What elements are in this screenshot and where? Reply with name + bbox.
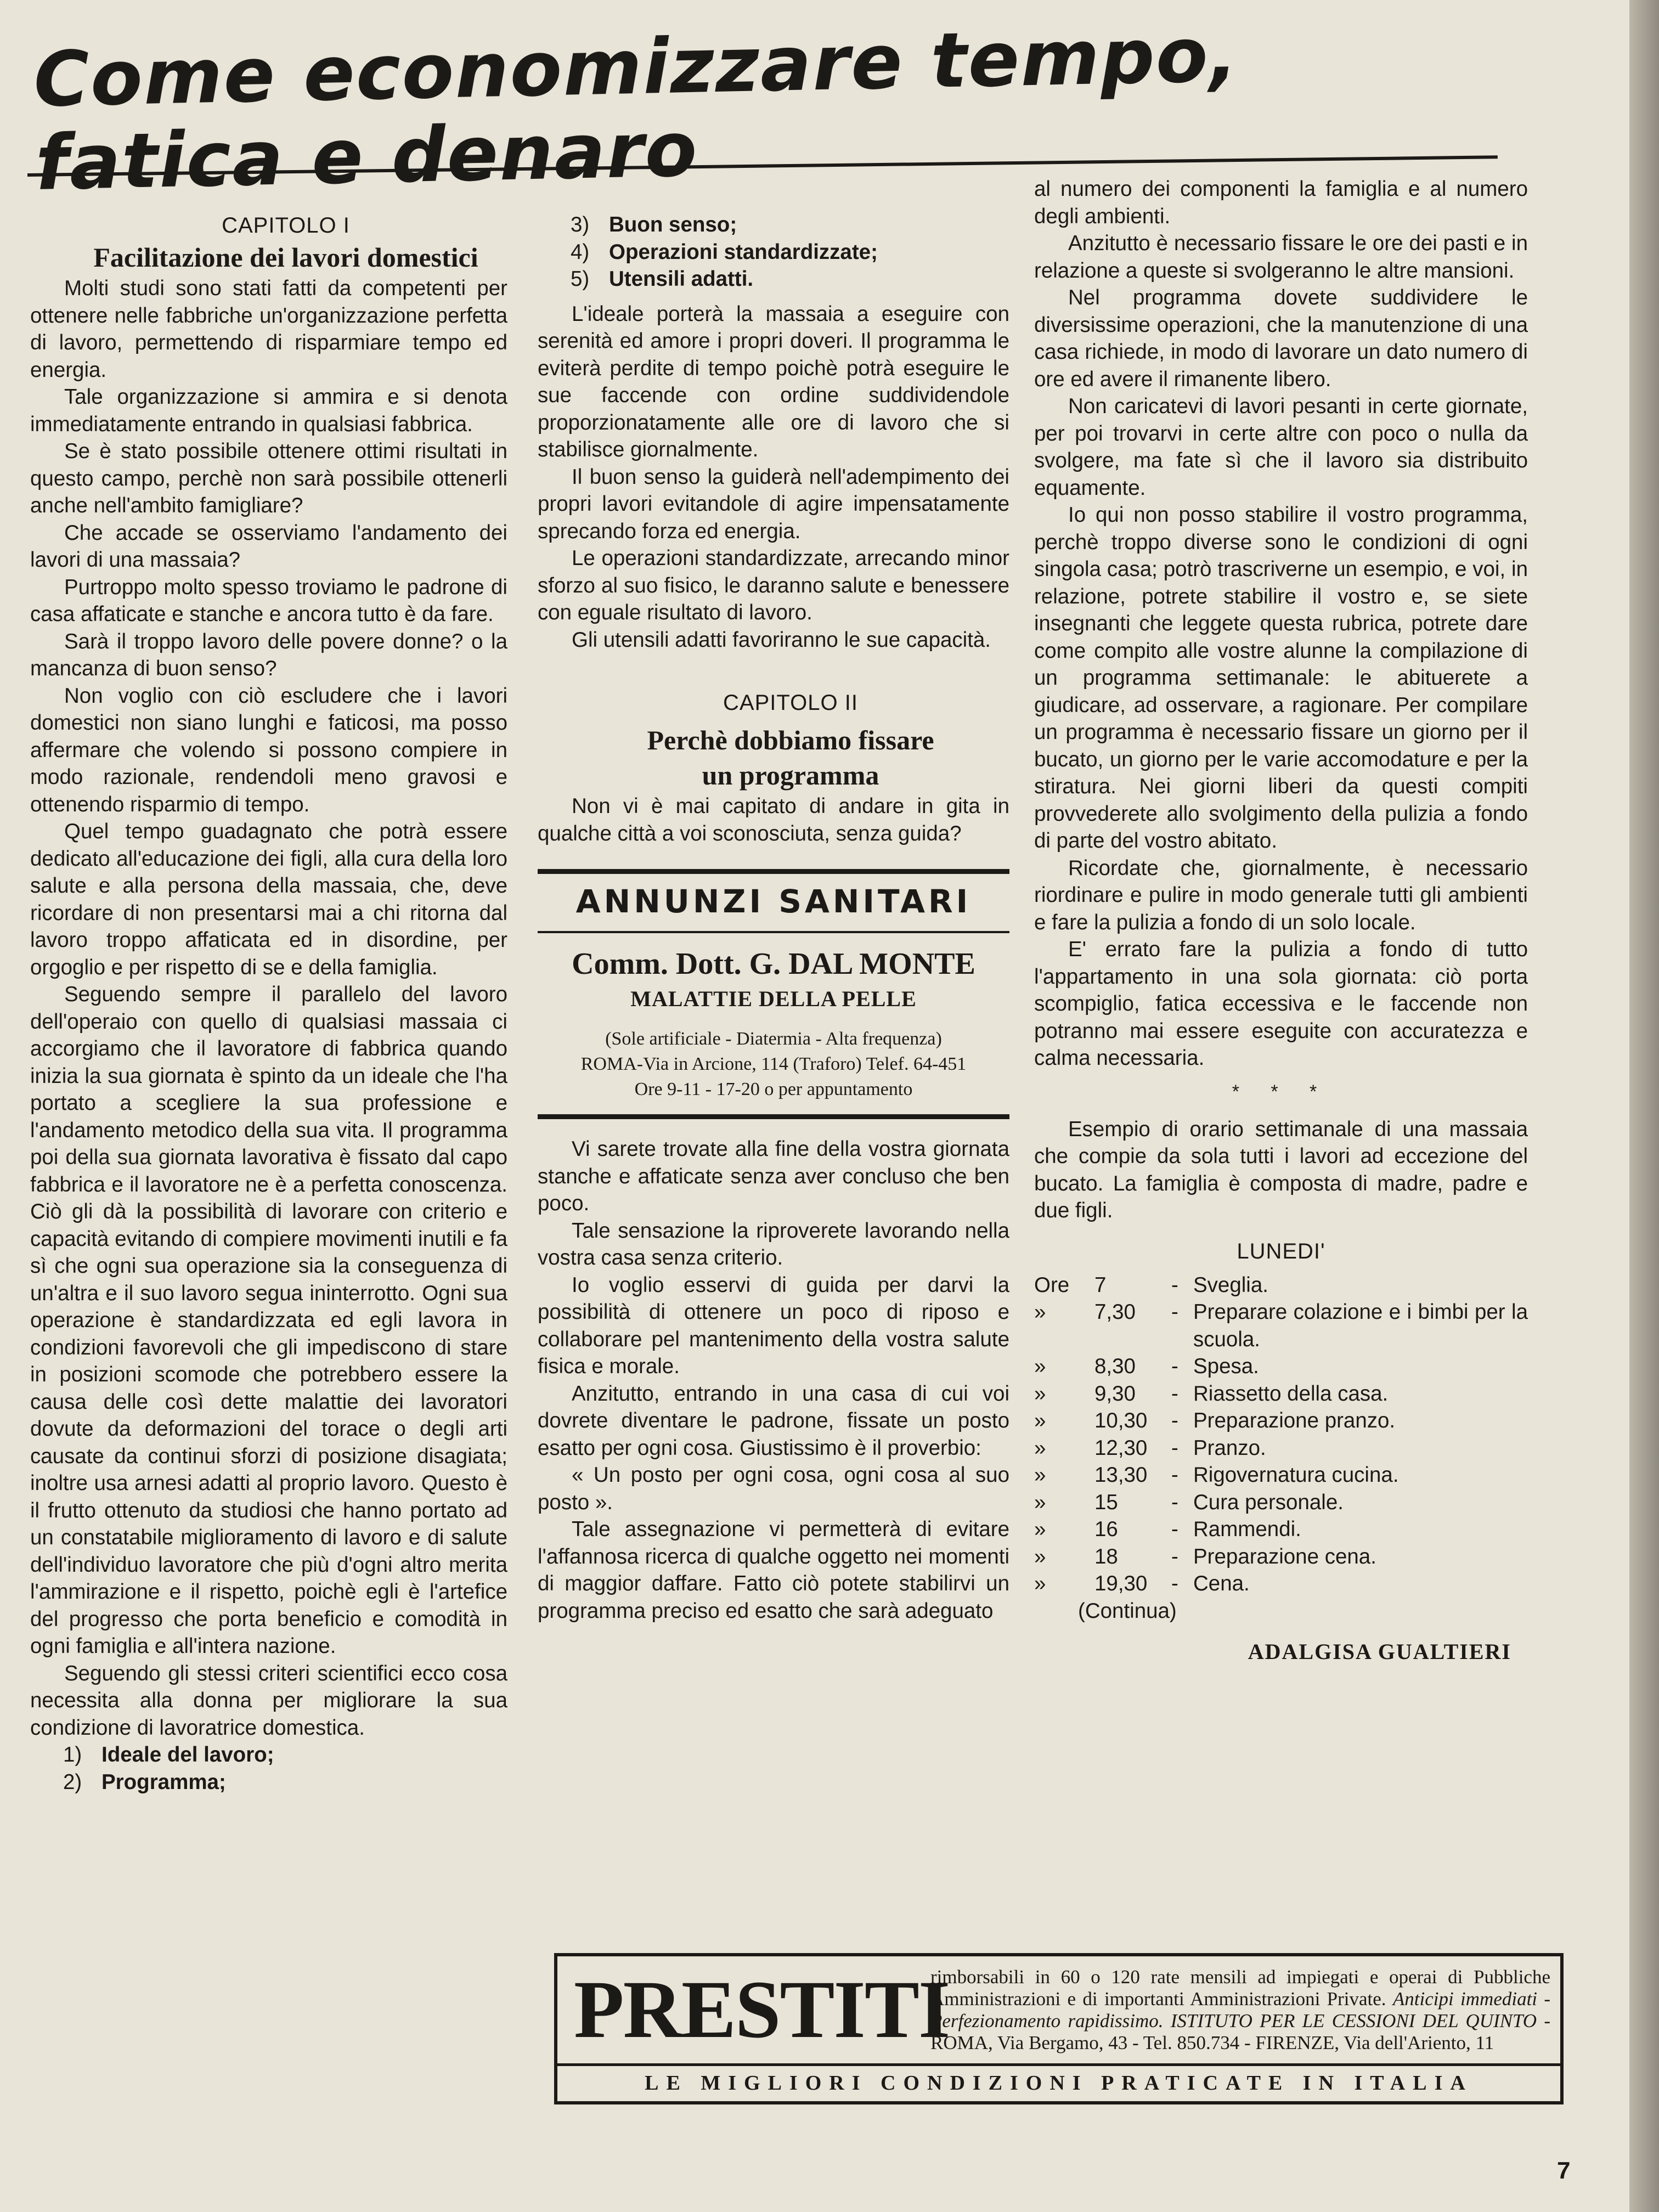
ad-specialty: MALATTIE DELLA PELLE: [630, 986, 917, 1011]
paragraph: Il buon senso la guiderà nell'adempimento dei propri lavori evitandole di agire impensatamente sprecando forza ed energia.: [538, 465, 1009, 543]
schedule-list: [1034, 1272, 1528, 1598]
paragraph: L'ideale porterà la massaia a eseguire con serenità ed amore i propri doveri. Il programma le eviterà perdite di tempo poichè potrà eseguire le sue faccende con ordine suddividendole proporzionatamente alle ore di lavoro che si stabilisce giornalmente.: [538, 302, 1009, 461]
list-number: 3): [571, 213, 590, 236]
continued-note: (Continua): [1078, 1599, 1177, 1623]
paragraph: Sarà il troppo lavoro delle povere donne? o la mancanza di buon senso?: [30, 629, 507, 680]
schedule-dash: -: [1171, 1381, 1178, 1406]
list-number: 2): [63, 1770, 82, 1794]
schedule-row: [1034, 1462, 1528, 1489]
paragraph: Quel tempo guadagnato che potrà essere dedicato all'educazione dei figli, alla cura della loro salute e alla persona della massaia, che, deve ricordare di non presentarsi mai a chi ritorna dal lavoro troppo affaticata ed in disordine, per orgoglio e per rispetto di se e della famiglia.: [30, 820, 507, 979]
list-number: 5): [571, 267, 590, 291]
chapter-title-line-1: Perchè dobbiamo fissare: [647, 725, 934, 755]
schedule-time: 8,30: [1094, 1355, 1136, 1378]
paragraph: Non vi è mai capitato di andare in gita in qualche città a voi sconosciuta, senza guida?: [538, 794, 1009, 845]
schedule-activity: Preparare colazione e i bimbi per la scuola.: [1193, 1300, 1528, 1351]
paragraph: Ricordate che, giornalmente, è necessario riordinare e pulire in modo generale tutti gli ambienti e fare la pulizia a fondo di un solo locale.: [1034, 856, 1528, 934]
schedule-prefix: »: [1034, 1517, 1046, 1541]
list-item: [538, 239, 1009, 266]
paragraph: Anzitutto, entrando in una casa di cui voi dovrete diventare le padrone, fissate un posto esatto per ogni cosa. Giustissimo è il proverbio:: [538, 1381, 1009, 1460]
schedule-time: 18: [1094, 1544, 1118, 1568]
loans-ad-text: [930, 1966, 1550, 2054]
loans-ad-text-2: - ROMA, Via Bergamo, 43 - Tel. 850.734 - FIRENZE, Via dell'Ariento, 11: [930, 2010, 1550, 2053]
chapter-title-line-2: un programma: [702, 760, 879, 791]
schedule-activity: Cena.: [1193, 1572, 1250, 1595]
schedule-prefix: »: [1034, 1490, 1046, 1514]
loans-ad-brand: PRESTITI: [574, 1964, 950, 2055]
paragraph: Io qui non posso stabilire il vostro programma, perchè troppo diverse sono le condizioni di ogni singola casa; potrò trascriverne un esempio, e voi, in relazione, potrete stabilire il vostro e, se siete insegnanti che leggete questa rubrica, potrete dare come compito alle vostre alunne la compilazione di un programma settimanale: le abituerete a giudicare, ad osservare, a ragionare. Per compilare un programma è necessario fissare un giorno per il bucato, un giorno per le varie accomodature e per la stiratura. Nei giorni liberi da questi compiti provvederete allo svolgimento della pulizia a fondo di parte del vostro abitato.: [1034, 503, 1528, 853]
list-text: Programma;: [101, 1770, 226, 1794]
schedule-row: [1034, 1407, 1528, 1435]
schedule-dash: -: [1171, 1517, 1178, 1541]
requirements-list: [30, 1741, 507, 1796]
section-separator: * * *: [1232, 1081, 1330, 1102]
schedule-activity: Pranzo.: [1193, 1436, 1266, 1460]
author-signature: ADALGISA GUALTIERI: [1248, 1639, 1511, 1664]
schedule-dash: -: [1171, 1572, 1178, 1595]
article-headline: Come economizzare tempo, fatica e denaro: [32, 10, 1240, 207]
schedule-prefix: »: [1034, 1544, 1046, 1568]
paragraph: Non voglio con ciò escludere che i lavori domestici non siano lunghi e faticosi, ma posso affermare che volendo si possono compiere in modo razionale, rendendoli meno gravosi e ottenendo risparmio di tempo.: [30, 684, 507, 816]
schedule-row: [1034, 1272, 1528, 1299]
schedule-row: [1034, 1299, 1528, 1353]
loans-ad-footer: LE MIGLIORI CONDIZIONI PRATICATE IN ITALIA: [557, 2063, 1560, 2101]
paragraph: Gli utensili adatti favoriranno le sue capacità.: [572, 628, 991, 652]
ad-services: (Sole artificiale - Diatermia - Alta frequenza): [605, 1029, 942, 1049]
schedule-row: [1034, 1435, 1528, 1462]
paragraph: Anzitutto è necessario fissare le ore dei pasti e in relazione a queste si svolgeranno le altre mansioni.: [1034, 232, 1528, 283]
list-number: 4): [571, 240, 590, 264]
schedule-prefix: »: [1034, 1409, 1046, 1432]
paragraph: Seguendo sempre il parallelo del lavoro dell'operaio con quello di qualsiasi massaia ci accorgiamo che il lavoratore di fabbrica quando inizia la sua giornata è spinto da un ideale che l'ha portato a scegliere la sua professione e l'andamento metodico della sua vita. Il programma poi della sua giornata lavorativa è fissato dal capo fabbrica e il lavoratore ne è a perfetta conoscenza. Ciò gli dà la possibilità di lavorare con criterio e capacità evitando di compiere movimenti inutili e fa sì che ogni sua operazione sia la conseguenza di un'altra e il suo lavoro segua ininterrotto. Ogni sua operazione è standardizzata ed egli lavora in condizioni favorevoli che gli impediscono di stare in posizioni scomode che potrebbero essere la causa delle così dette malattie dei lavoratori dovute da deformazioni del torace o degli arti causate da continui sforzi di posizione disagiata; inoltre usa arnesi adatti al proprio lavoro. Questo è il frutto ottenuto da studiosi che hanno portato ad un constatabile miglioramento di lavoro e di salute dell'individuo lavoratore che più d'ogni altro merita l'ammirazione e il rispetto, poichè egli è l'artefice del progresso che porta beneficio e comodità in ogni famiglia e all'intera nazione.: [30, 983, 507, 1658]
schedule-dash: -: [1171, 1490, 1178, 1514]
paragraph: Purtroppo molto spesso troviamo le padrone di casa affaticate e stanche e ancora tutto è da fare.: [30, 575, 507, 626]
schedule-time: 15: [1094, 1490, 1118, 1514]
article-column-1: [30, 211, 507, 1796]
schedule-row: [1034, 1516, 1528, 1543]
schedule-activity: Preparazione cena.: [1193, 1544, 1376, 1568]
ad-address: ROMA-Via in Arcione, 114 (Traforo) Telef. 64-451: [580, 1054, 967, 1074]
paragraph: Se è stato possibile ottenere ottimi risultati in questo campo, perchè non sarà possibile ottenerli anche nell'ambito famigliare?: [30, 439, 507, 517]
schedule-time: 7,30: [1094, 1300, 1136, 1324]
schedule-dash: -: [1171, 1273, 1178, 1297]
schedule-prefix: »: [1034, 1436, 1046, 1460]
paragraph: Le operazioni standardizzate, arrecando minor sforzo al suo fisico, le daranno salute e benessere con eguale risultato di lavoro.: [538, 546, 1009, 624]
schedule-prefix: Ore: [1034, 1273, 1070, 1297]
schedule-row: [1034, 1543, 1528, 1571]
ad-heading: ANNUNZI SANITARI: [538, 879, 1009, 933]
paragraph: Seguendo gli stessi criteri scientifici ecco cosa necessita alla donna per migliorare la sua condizione di lavoratrice domestica.: [30, 1661, 507, 1740]
schedule-activity: Riassetto della casa.: [1193, 1381, 1389, 1406]
paragraph: Esempio di orario settimanale di una massaia che compie da sola tutti i lavori ad eccezione del bucato. La famiglia è composta di madre, padre e due figli.: [1034, 1117, 1528, 1222]
schedule-row: [1034, 1353, 1528, 1380]
schedule-prefix: »: [1034, 1381, 1046, 1406]
schedule-activity: Preparazione pranzo.: [1193, 1409, 1396, 1432]
schedule-activity: Rigovernatura cucina.: [1193, 1463, 1399, 1487]
list-item: [538, 266, 1009, 293]
paragraph: Che accade se osserviamo l'andamento dei lavori di una massaia?: [30, 521, 507, 572]
paragraph: Tale assegnazione vi permetterà di evitare l'affannosa ricerca di qualche oggetto nei momenti di maggior daffare. Fatto ciò potete stabilirvi un programma preciso ed esatto che sarà adeguato: [538, 1517, 1009, 1623]
schedule-time: 10,30: [1094, 1409, 1148, 1432]
page-number: 7: [1557, 2157, 1571, 2184]
proverb: « Un posto per ogni cosa, ogni cosa al suo posto ».: [538, 1463, 1009, 1514]
schedule-time: 9,30: [1094, 1381, 1136, 1406]
chapter-title: Facilitazione dei lavori domestici: [93, 242, 478, 273]
chapter-label: CAPITOLO II: [723, 691, 858, 715]
schedule-dash: -: [1171, 1300, 1178, 1324]
article-column-3: [1034, 176, 1528, 1668]
schedule-time: 12,30: [1094, 1436, 1148, 1460]
schedule-time: 7: [1094, 1273, 1107, 1297]
list-text: Operazioni standardizzate;: [609, 240, 878, 264]
list-item: [538, 211, 1009, 239]
chapter-label: CAPITOLO I: [222, 213, 350, 238]
list-number: 1): [63, 1743, 82, 1767]
paragraph-continued: al numero dei componenti la famiglia e al numero degli ambienti.: [1034, 177, 1528, 228]
loans-ad: [554, 1953, 1564, 2104]
list-text: Ideale del lavoro;: [101, 1743, 274, 1767]
schedule-dash: -: [1171, 1409, 1178, 1432]
schedule-activity: Sveglia.: [1193, 1273, 1268, 1297]
article-column-2: [538, 211, 1009, 1624]
schedule-row: [1034, 1489, 1528, 1516]
list-text: Utensili adatti.: [609, 267, 754, 291]
schedule-row: [1034, 1380, 1528, 1408]
requirements-list-continued: [538, 211, 1009, 293]
paragraph: Molti studi sono stati fatti da competenti per ottenere nelle fabbriche un'organizzazione perfetta di lavoro, permettendo di risparmiare tempo ed energia.: [30, 276, 507, 382]
schedule-time: 13,30: [1094, 1463, 1148, 1487]
schedule-prefix: »: [1034, 1572, 1046, 1595]
paragraph: Vi sarete trovate alla fine della vostra giornata stanche e affaticate senza aver concluso che ben poco.: [538, 1137, 1009, 1215]
schedule-prefix: »: [1034, 1355, 1046, 1378]
schedule-dash: -: [1171, 1463, 1178, 1487]
paragraph: E' errato fare la pulizia a fondo di tutto l'appartamento in una sola giornata: ciò porta scompiglio, fatica eccessiva e le faccende non potranno mai essere eseguite con accuratezza e calma necessaria.: [1034, 938, 1528, 1070]
paragraph: Non caricatevi di lavori pesanti in certe giornate, per poi trovarvi in certe altre con poco o nulla da svolgere, ma fate sì che il lavoro sia distribuito equamente.: [1034, 394, 1528, 500]
schedule-dash: -: [1171, 1355, 1178, 1378]
loans-ad-text-1: rimborsabili in 60 o 120 rate mensili ad impiegati e operai di Pubbliche Amministrazioni e di importanti Amministrazioni Private.: [930, 1966, 1550, 2010]
paragraph: Nel programma dovete suddividere le diversissime operazioni, che la manutenzione di una casa richiede, in modo di lavorare un dato numero di ore ed avere il rimanente libero.: [1034, 286, 1528, 391]
ad-doctor-name: Comm. Dott. G. DAL MONTE: [572, 947, 975, 981]
schedule-time: 16: [1094, 1517, 1118, 1541]
schedule-dash: -: [1171, 1436, 1178, 1460]
schedule-activity: Spesa.: [1193, 1355, 1259, 1378]
loans-ad-text-italic: Anticipi immediati - Perfezionamento rapidissimo. ISTITUTO PER LE CESSIONI DEL QUINTO: [930, 1988, 1551, 2032]
paragraph: Tale sensazione la riproverete lavorando nella vostra casa senza criterio.: [538, 1218, 1009, 1269]
list-item: [30, 1769, 507, 1796]
paragraph: Io voglio esservi di guida per darvi la possibilità di ottenere un poco di riposo e collaborare pel mantenimento della vostra salute fisica e morale.: [538, 1273, 1009, 1378]
schedule-day: LUNEDI': [1237, 1239, 1325, 1263]
schedule-prefix: »: [1034, 1463, 1046, 1487]
schedule-dash: -: [1171, 1544, 1178, 1568]
schedule-time: 19,30: [1094, 1572, 1148, 1595]
schedule-prefix: »: [1034, 1300, 1046, 1324]
schedule-row: [1034, 1570, 1528, 1598]
list-text: Buon senso;: [609, 213, 737, 236]
page-edge-shadow: [1629, 0, 1659, 2212]
list-item: [30, 1741, 507, 1769]
paragraph: Tale organizzazione si ammira e si denota immediatamente entrando in qualsiasi fabbrica.: [30, 385, 507, 436]
schedule-activity: Rammendi.: [1193, 1517, 1301, 1541]
medical-ad: [538, 869, 1009, 1119]
schedule-activity: Cura personale.: [1193, 1490, 1344, 1514]
ad-hours: Ore 9-11 - 17-20 o per appuntamento: [634, 1079, 913, 1099]
